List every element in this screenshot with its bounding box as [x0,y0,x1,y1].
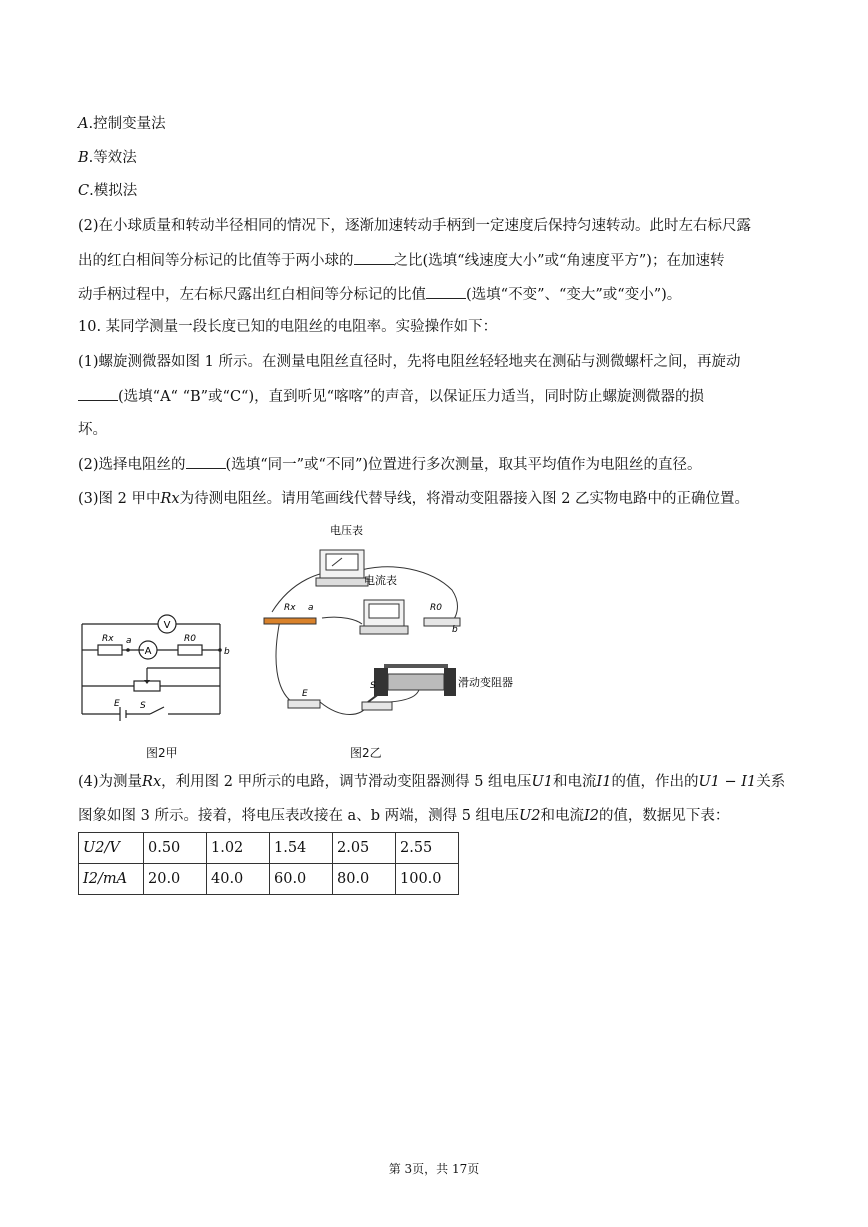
text-segment: (3)图 2 甲中 [78,491,161,507]
q10-part1-line3: 坏。 [78,422,107,438]
rx-label: Rx [102,634,114,644]
q10-part3 [78,489,749,509]
table-cell: 2.05 [333,833,396,864]
text-segment: 和电流 [540,808,584,824]
q10-part4-line1 [78,772,785,792]
r0-label: R0 [184,634,196,644]
ammeter-device-label: 电流表 [364,574,397,587]
table-cell: 80.0 [333,864,396,895]
q10-part2 [78,454,702,475]
q9-part2-line1: (2)在小球质量和转动半径相同的情况下，逐渐加速转动手柄到一定速度后保持匀速转动。此时左右标尺露 [78,218,752,234]
page-footer: 第 3页，共 17页 [388,1162,480,1176]
option-text: .模拟法 [89,183,138,199]
q10-part4-line2 [78,806,729,826]
r0-physical-label: R0 [430,603,442,613]
text-segment: (选填“A“ “B”或“C“)，直到听见“喀喀”的声音，以保证压力适当，同时防止螺旋测微器的损 [118,389,704,405]
text-segment: 图象如图 3 所示。接着，将电压表改接在 a、b 两端，测得 5 组电压 [78,808,520,824]
node-b-label: b [224,647,230,657]
measurement-table [78,832,459,895]
figure-2a-circuit [78,610,228,720]
answer-blank[interactable] [78,386,118,401]
option-b [78,148,137,168]
text-segment: 的值，作出的 [611,774,699,790]
math-variable: U1 [531,774,553,790]
text-segment: (选填“同一”或“不同”)位置进行多次测量，取其平均值作为电阻丝的直径。 [225,457,702,473]
ammeter-device [360,600,408,634]
resistor-r0-symbol [178,645,202,655]
figure-2a-caption: 图2甲 [146,746,178,760]
answer-blank[interactable] [186,454,226,469]
text-segment: (选填“不变”、“变大”或“变小”)。 [466,287,682,303]
q10-part1-line2 [78,386,704,407]
table-cell: 40.0 [207,864,270,895]
option-letter: B [78,150,89,166]
switch-device [362,702,392,710]
text-segment: 的值，数据见下表： [598,808,730,824]
table-cell: 20.0 [144,864,207,895]
table-header-cell: I2/mA [79,864,144,895]
option-letter: A [78,116,89,132]
option-text: .控制变量法 [88,116,166,132]
math-variable: I1 [596,774,612,790]
answer-blank[interactable] [354,250,394,265]
resistor-rx-symbol [98,645,122,655]
rheostat-device [374,664,456,696]
battery-label: E [114,699,120,709]
rheostat-label: 滑动变阻器 [458,676,513,689]
text-segment: (4)为测量 [78,774,143,790]
q10-part1-line1: (1)螺旋测微器如图 1 所示。在测量电阻丝直径时，先将电阻丝轻轻地夹在测砧与测微螺杆之间，再旋动 [78,354,741,370]
text-segment: 关系 [756,774,786,790]
q10-intro: 10. 某同学测量一段长度已知的电阻丝的电阻率。实验操作如下： [78,319,498,335]
text-segment: 和电流 [553,774,597,790]
table-cell: 60.0 [270,864,333,895]
table-row [79,864,459,895]
math-variable: Rx [142,774,162,790]
battery-device [288,700,320,708]
node-b-physical-label: b [452,625,458,635]
rx-wire-board [264,618,316,624]
table-cell: 100.0 [396,864,459,895]
table-header-cell: U2/V [79,833,144,864]
figure-2b-physical-circuit [262,520,513,725]
table-cell: 1.02 [207,833,270,864]
voltmeter-device-label: 电压表 [330,524,363,537]
table-row [79,833,459,864]
node-a-physical-label: a [308,603,314,613]
text-segment: 为待测电阻丝。请用笔画线代替导线，将滑动变阻器接入图 2 乙实物电路中的正确位置。 [179,491,750,507]
q9-part2-line2 [78,250,724,271]
table-cell: 2.55 [396,833,459,864]
rx-physical-label: Rx [284,603,296,613]
node-a-label: a [126,636,132,646]
text-segment: 动手柄过程中，左右标尺露出红白相间等分标记的比值 [78,287,426,303]
switch-label: S [140,701,146,711]
option-c [78,181,137,201]
answer-blank[interactable] [426,284,466,299]
switch-physical-label: S [370,681,376,691]
q9-part2-line3 [78,284,681,305]
text-segment: (2)选择电阻丝的 [78,457,186,473]
voltmeter-device [316,550,368,586]
math-variable: U2 [519,808,541,824]
math-variable: Rx [160,491,180,507]
voltmeter-label: V [163,620,171,631]
text-segment: 之比(选填“线速度大小”或“角速度平方”)；在加速转 [393,253,725,269]
ammeter-label: A [144,646,152,657]
option-text: .等效法 [88,150,137,166]
table-cell: 0.50 [144,833,207,864]
table-cell: 1.54 [270,833,333,864]
option-a [78,114,166,134]
math-variable: U1 − I1 [698,774,757,790]
battery-physical-label: E [302,689,308,699]
option-letter: C [78,183,90,199]
math-variable: I2 [583,808,599,824]
text-segment: ，利用图 2 甲所示的电路，调节滑动变阻器测得 5 组电压 [161,774,532,790]
figure-2b-caption: 图2乙 [350,746,382,760]
text-segment: 出的红白相间等分标记的比值等于两小球的 [78,253,354,269]
